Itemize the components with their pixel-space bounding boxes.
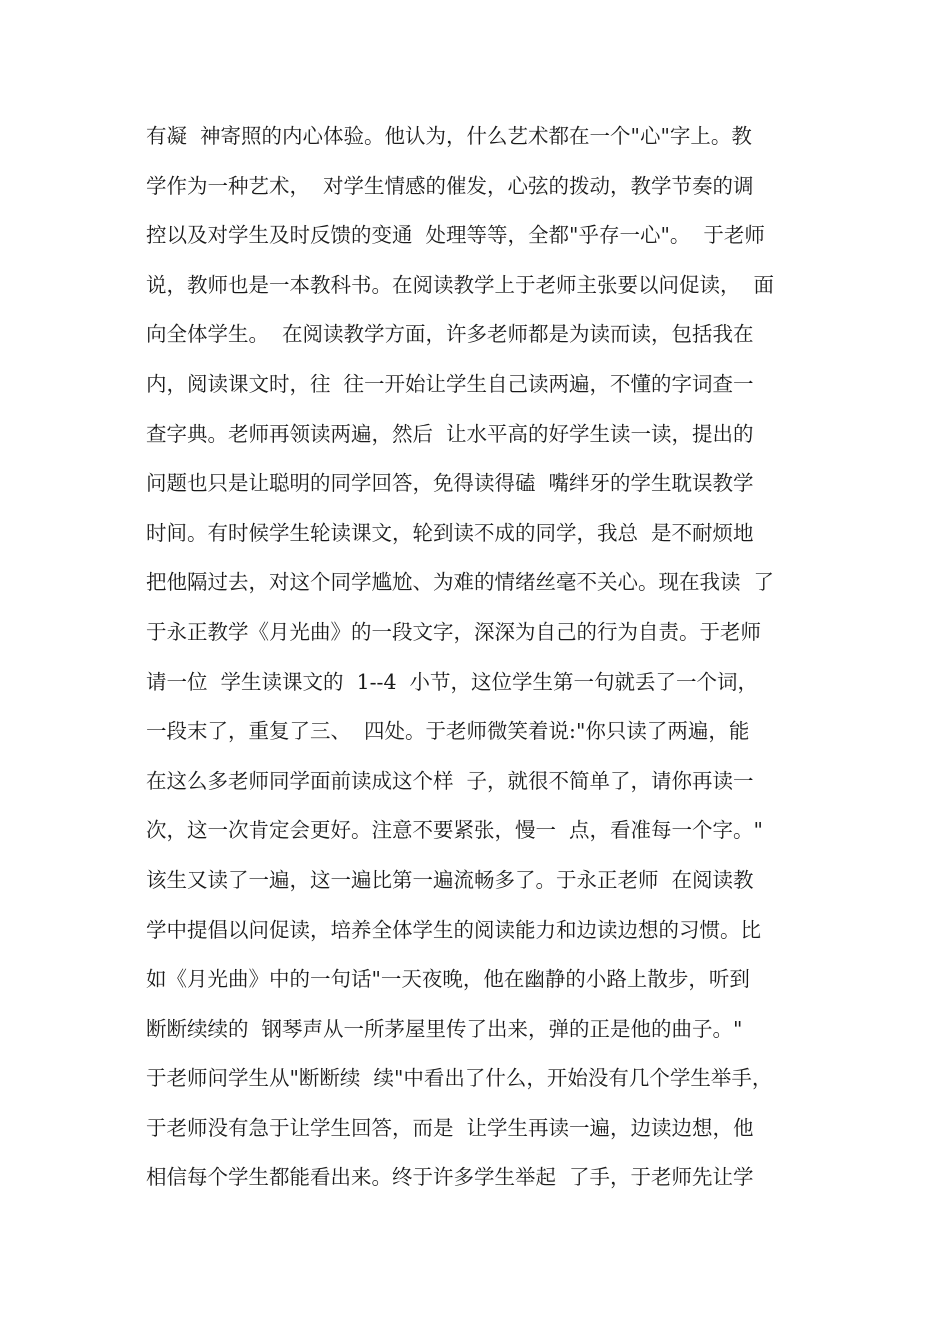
text-line: 于永正教学《月光曲》的一段文字，深深为自己的行为自责。于老师 bbox=[146, 619, 761, 644]
text-line: 查字典。老师再领读两遍，然后 让水平高的好学生读一读，提出的 bbox=[146, 421, 754, 446]
text-line: 问题也只是让聪明的同学回答，免得读得磕 嘴绊牙的学生耽误教学 bbox=[146, 471, 754, 496]
text-line: 请一位 学生读课文的 1--4 小节，这位学生第一句就丢了一个词， bbox=[146, 669, 759, 694]
text-line: 如《月光曲》中的一句话"一天夜晚，他在幽静的小路上散步，听到 bbox=[146, 967, 750, 992]
text-line: 把他隔过去，对这个同学尴尬、为难的情绪丝毫不关心。现在我读 了 bbox=[146, 570, 775, 595]
text-line: 于老师没有急于让学生回答，而是 让学生再读一遍，边读边想，他 bbox=[146, 1115, 754, 1140]
body-text bbox=[146, 112, 811, 1203]
text-line: 断断续续的 钢琴声从一所茅屋里传了出来，弹的正是他的曲子。" bbox=[146, 1016, 743, 1041]
text-line: 学作为一种艺术， 对学生情感的催发，心弦的拨动，教学节奏的调 bbox=[146, 173, 754, 198]
text-line: 相信每个学生都能看出来。终于许多学生举起 了手，于老师先让学 bbox=[146, 1165, 754, 1190]
text-line: 该生又读了一遍，这一遍比第一遍流畅多了。于永正老师 在阅读教 bbox=[146, 867, 754, 892]
text-line: 有凝 神寄照的内心体验。他认为，什么艺术都在一个"心"字上。教 bbox=[146, 124, 752, 148]
text-line: 说，教师也是一本教科书。在阅读教学上于老师主张要以问促读， 面 bbox=[146, 272, 775, 297]
text-line: 一段末了，重复了三、 四处。于老师微笑着说:"你只读了两遍，能 bbox=[146, 719, 750, 744]
text-line: 在这么多老师同学面前读成这个样 子，就很不简单了，请你再读一 bbox=[146, 768, 754, 793]
text-line: 向全体学生。 在阅读教学方面，许多老师都是为读而读，包括我在 bbox=[146, 322, 754, 347]
text-line: 内，阅读课文时，往 往一开始让学生自己读两遍，不懂的字词查一 bbox=[146, 371, 754, 396]
text-line: 时间。有时候学生轮读课文，轮到读不成的同学，我总 是不耐烦地 bbox=[146, 520, 754, 545]
text-line: 次，这一次肯定会更好。注意不要紧张，慢一 点，看准每一个字。" bbox=[146, 818, 763, 843]
text-line: 于老师问学生从"断断续 续"中看出了什么，开始没有几个学生举手， bbox=[146, 1066, 773, 1091]
text-line: 学中提倡以问促读，培养全体学生的阅读能力和边读边想的习惯。比 bbox=[146, 917, 761, 942]
text-line: 控以及对学生及时反馈的变通 处理等等，全都"乎存一心"。 于老师 bbox=[146, 223, 765, 248]
